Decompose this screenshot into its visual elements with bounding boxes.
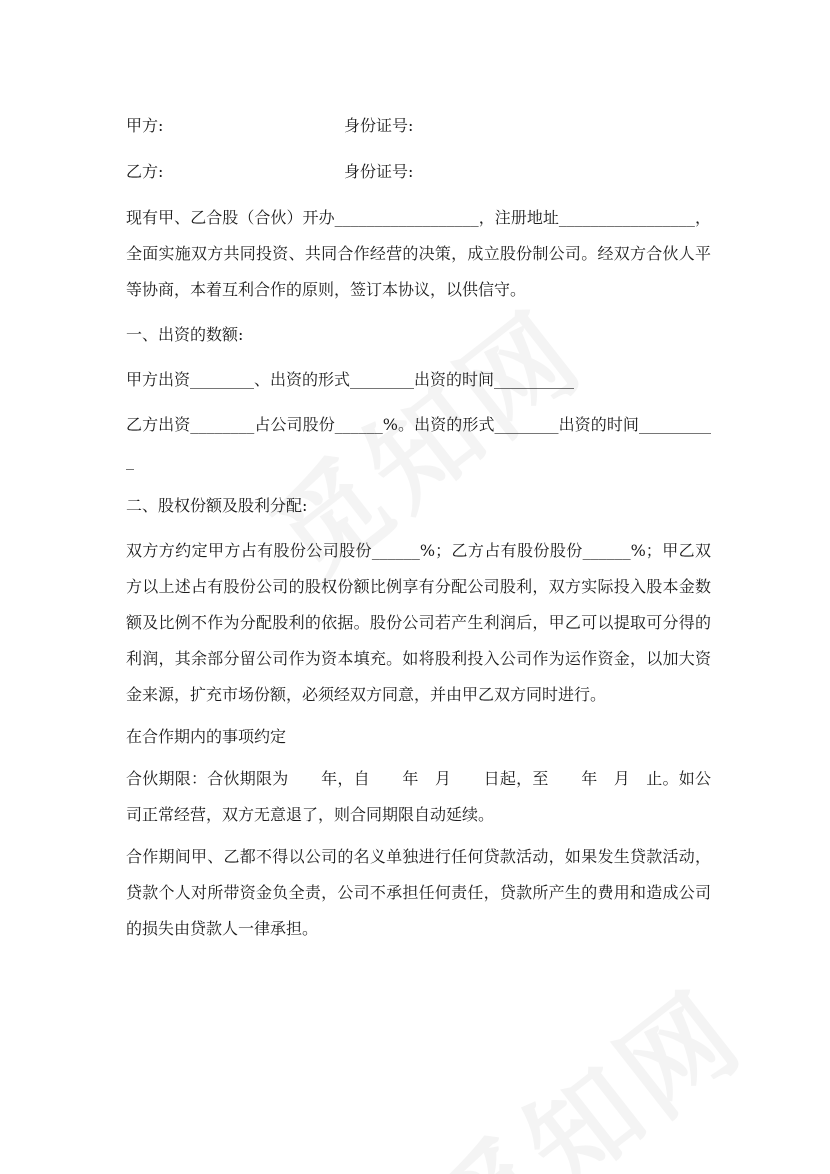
party-a-row	[126, 108, 711, 144]
section-1-title: 一、出资的数额:	[126, 325, 244, 344]
party-a-id-label: 身份证号:	[344, 116, 414, 135]
intro-paragraph: 现有甲、乙合股（合伙）开办__________________，注册地址_________________，全面实施双方共同投资、共同合作经营的决策，成立股份制公司。经双方合伙人平等协商，本着互利合作的原则，签订本协议，以供信守。	[126, 208, 711, 299]
section-3-loans: 合作期间甲、乙都不得以公司的名义单独进行任何贷款活动，如果发生贷款活动，贷款个人对所带资金负全责，公司不承担任何责任，贷款所产生的费用和造成公司的损失由贷款人一律承担。	[126, 847, 711, 938]
section-2-title: 二、股权份额及股利分配:	[126, 496, 308, 515]
watermark-bottom	[394, 957, 785, 1174]
section-1-party-a: 甲方出资________、出资的形式________出资的时间__________	[126, 370, 575, 389]
party-b-label: 乙方:	[126, 162, 164, 181]
section-1-party-b: 乙方出资________占公司股份______%。出资的形式________出资的时间__________	[126, 415, 711, 470]
contract-body	[126, 108, 711, 956]
section-3-term: 合伙期限：合伙期限为 年，自 年 月 日起，至 年 月 止。如公司正常经营，双方无意退了，则合同期限自动延续。	[126, 769, 711, 824]
section-3-title: 在合作期内的事项约定	[126, 727, 287, 746]
party-b-id-label: 身份证号:	[344, 162, 414, 181]
party-b-row	[126, 154, 711, 190]
party-a-label: 甲方:	[126, 116, 164, 135]
section-2-body: 双方方约定甲方占有股份公司股份______%；乙方占有股份股份______%；甲乙双方以上述占有股份公司的股权份额比例享有分配公司股利，双方实际投入股本金数额及比例不作为分配股利的依据。股份公司若产生利润后，甲乙可以提取可分得的利润，其余部分留公司作为资本填充。如将股利投入公司作为运作资金，以加大资金来源，扩充市场份额，必须经双方同意，并由甲乙双方同时进行。	[126, 541, 711, 704]
